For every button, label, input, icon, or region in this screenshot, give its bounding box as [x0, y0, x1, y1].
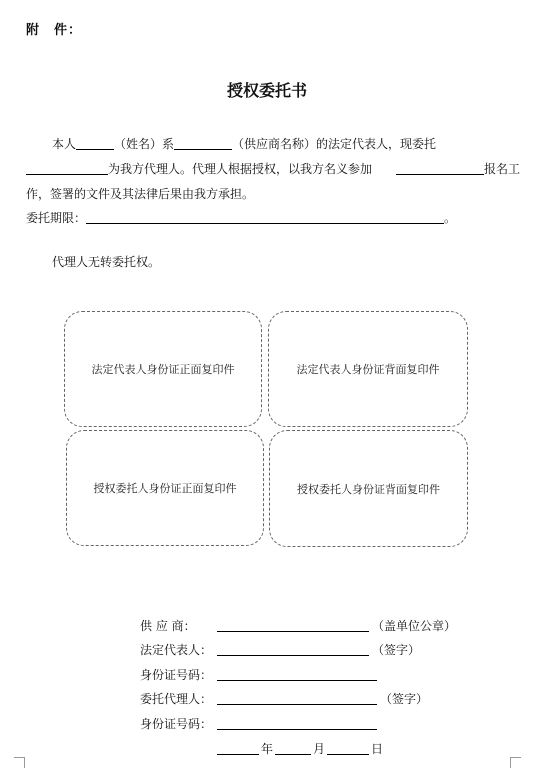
paragraph-line-2 [26, 161, 372, 177]
agent-id-back-box [269, 430, 468, 547]
supplier-name-blank [174, 137, 232, 150]
attachment-heading [26, 19, 82, 38]
date-month: 月 [313, 742, 326, 756]
date-year: 年 [261, 742, 274, 756]
term-blank [86, 211, 444, 224]
box-label: 法定代表人身份证背面复印件 [296, 363, 440, 376]
year-blank [217, 753, 259, 755]
paragraph-line-3: 作，签署的文件及其法律后果由我方承担。 [26, 187, 255, 201]
supplier-signature-line [217, 630, 369, 632]
attachment-label-b: 件： [54, 23, 83, 38]
month-blank [275, 753, 311, 755]
id-number-label-1: 身份证号码： [140, 668, 213, 682]
legal-rep-id-back-box [268, 311, 468, 427]
paragraph-line-1 [52, 136, 436, 152]
agent-signature-line [217, 703, 377, 705]
agent-id-front-box [66, 430, 264, 546]
text-name-suffix: （姓名）系 [114, 137, 175, 151]
document-title: 授权委托书 [226, 81, 307, 100]
supplier-note: （盖单位公章） [372, 619, 457, 633]
text-legal-rep: （供应商名称）的法定代表人，现委托 [232, 137, 437, 151]
text-principal: 本人 [52, 137, 77, 151]
legal-rep-label: 法定代表人： [140, 643, 213, 657]
id-number-label-2: 身份证号码： [140, 717, 213, 731]
project-blank [396, 162, 484, 175]
name-blank [76, 137, 114, 150]
attachment-label-a: 附 [26, 23, 41, 38]
paragraph-line-2-end [396, 161, 520, 177]
id-number-line-1 [217, 679, 377, 681]
term-label: 委托期限： [26, 211, 87, 225]
date-day: 日 [371, 742, 384, 756]
id-number-line-2 [217, 728, 377, 730]
box-label: 授权委托人身份证背面复印件 [297, 482, 440, 496]
day-blank [327, 753, 369, 755]
paragraph-line-4 [26, 210, 456, 226]
agent-label: 委托代理人： [140, 692, 213, 706]
box-label: 法定代表人身份证正面复印件 [91, 363, 235, 376]
text-agent: 为我方代理人。代理人根据授权，以我方名义参加 [108, 162, 373, 176]
text-signup: 报名工 [484, 162, 521, 176]
agent-blank [26, 162, 108, 175]
box-label: 授权委托人身份证正面复印件 [93, 482, 237, 495]
agent-note: （签字） [380, 692, 429, 706]
crop-mark-left [14, 757, 25, 768]
crop-mark-right [510, 757, 521, 768]
no-subdelegation-text: 代理人无转委托权。 [52, 255, 161, 269]
legal-rep-signature-line [217, 654, 369, 656]
term-end: 。 [444, 211, 457, 225]
legal-rep-id-front-box [64, 311, 262, 427]
legal-rep-note: （签字） [372, 643, 421, 657]
supplier-label: 供 应 商： [140, 619, 196, 633]
